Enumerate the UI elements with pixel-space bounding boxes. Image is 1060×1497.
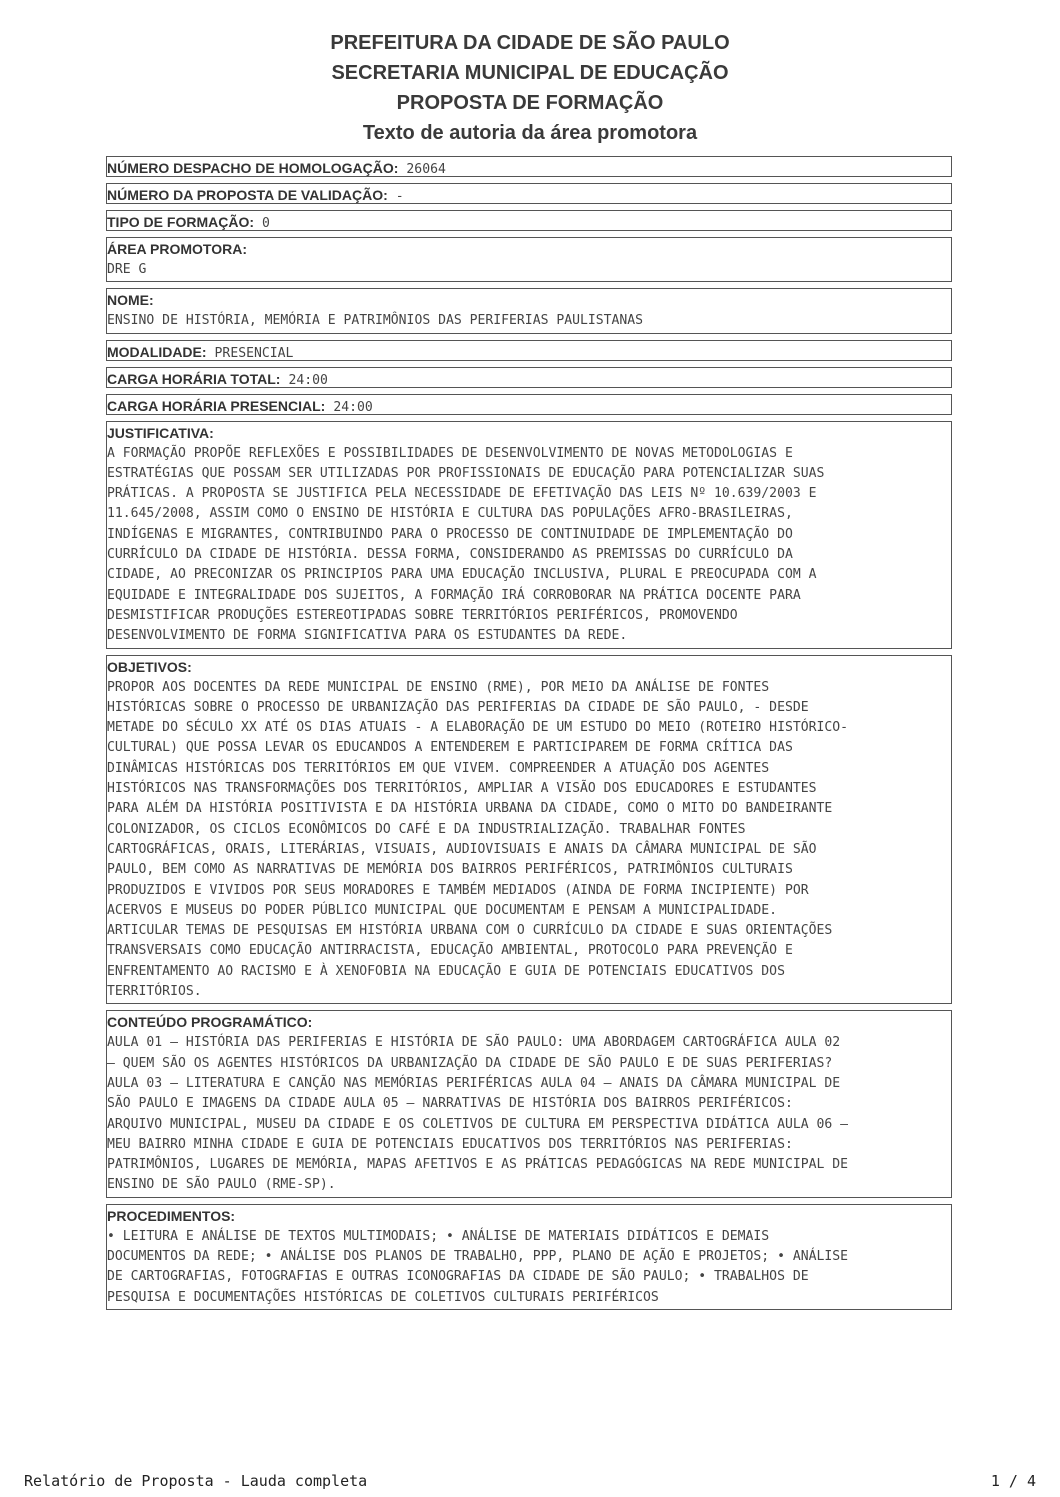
header-line-prefeitura: PREFEITURA DA CIDADE DE SÃO PAULO (330, 32, 730, 54)
header-line-secretaria: SECRETARIA MUNICIPAL DE EDUCAÇÃO (331, 62, 729, 84)
field-proposta-validacao (106, 183, 952, 204)
field-label: PROCEDIMENTOS: (107, 1207, 236, 1224)
field-value: 24:00 (333, 399, 373, 415)
field-procedimentos (106, 1204, 952, 1310)
field-modalidade (106, 340, 952, 361)
field-value: AULA 01 — HISTÓRIA DAS PERIFERIAS E HISTÓRIA DE SÃO PAULO: UMA ABORDAGEM CARTOGRÁFICA AULA 02 — QUEM SÃO OS AGENTES HISTÓRICOS DA URBANIZAÇÃO DA CIDADE DE SÃO PAULO E DE SUAS PERIFERIAS? AULA 03 — LITERATURA E CANÇÃO NAS MEMÓRIAS PERIFÉRICAS AULA 04 — ANAIS DA CÂMARA MUNICIPAL DE SÃO PAULO E IMAGENS DA CIDADE AULA 05 — NARRATIVAS DE HISTÓRIA DOS BAIRROS PERIFÉRICOS: ARQUIVO MUNICIPAL, MUSEU DA CIDADE E OS COLETIVOS DE CULTURA EM PERSPECTIVA DIDÁTICA AULA 06 — MEU BAIRRO MINHA CIDADE E GUIA DE POTENCIAIS EDUCATIVOS DOS TERRITÓRIOS NAS PERIFERIAS: PATRIMÔNIOS, LUGARES DE MEMÓRIA, MAPAS AFETIVOS E AS PRÁTICAS PEDAGÓGICAS NA REDE MUNICIPAL DE ENSINO DE SÃO PAULO (RME-SP). (107, 1035, 849, 1193)
field-label: CARGA HORÁRIA TOTAL: (107, 370, 281, 387)
field-area-promotora (106, 237, 952, 282)
field-label: MODALIDADE: (107, 343, 207, 360)
field-value: 26064 (406, 162, 446, 177)
field-value: PRESENCIAL (214, 345, 294, 361)
field-value: 24:00 (288, 372, 328, 388)
document-header (0, 28, 1060, 148)
field-label: NOME: (107, 292, 154, 309)
field-value: - (395, 189, 404, 204)
field-justificativa (106, 421, 952, 649)
field-carga-total (106, 367, 952, 388)
field-value: DRE G (107, 262, 147, 277)
field-label: OBJETIVOS: (107, 658, 192, 675)
footer-title: Relatório de Proposta - Lauda completa (24, 1472, 368, 1490)
field-label: ÁREA PROMOTORA: (107, 241, 247, 257)
header-line-proposta: PROPOSTA DE FORMAÇÃO (396, 92, 664, 114)
field-nome (106, 288, 952, 333)
proposal-sections (106, 156, 952, 1316)
field-value: 0 (262, 216, 270, 231)
field-label: CARGA HORÁRIA PRESENCIAL: (107, 397, 326, 414)
field-value: PROPOR AOS DOCENTES DA REDE MUNICIPAL DE ENSINO (RME), POR MEIO DA ANÁLISE DE FONTES HISTÓRICAS SOBRE O PROCESSO DE URBANIZAÇÃO DAS PERIFERIAS DA CIDADE DE SÃO PAULO, - DESDE METADE DO SÉCULO XX ATÉ OS DIAS ATUAIS - A ELABORAÇÃO DE UM ESTUDO DO MEIO (ROTEIRO HISTÓRICO- CULTURAL) QUE POSSA LEVAR OS EDUCANDOS A ENTENDEREM E PARTICIPAREM DE FORMA CRÍTICA DAS DINÂMICAS HISTÓRICAS DOS TERRITÓRIOS EM QUE VIVEM. COMPREENDER A ATUAÇÃO DOS AGENTES HISTÓRICOS NAS TRANSFORMAÇÕES DOS TERRITÓRIOS, AMPLIAR A VISÃO DOS EDUCADORES E ESTUDANTES PARA ALÉM DA HISTÓRIA POSITIVISTA E DA HISTÓRIA URBANA DA CIDADE, COMO O MITO DO BANDEIRANTE COLONIZADOR, OS CICLOS ECONÔMICOS DO CAFÉ E DA INDUSTRIALIZAÇÃO. TRABALHAR FONTES CARTOGRÁFICAS, ORAIS, LITERÁRIAS, VISUAIS, AUDIOVISUAIS E ANAIS DA CÂMARA MUNICIPAL DE SÃO PAULO, BEM COMO AS NARRATIVAS DE MEMÓRIA DOS BAIRROS PERIFÉRICOS, PATRIMÔNIOS CULTURAIS PRODUZIDOS E VIVIDOS POR SEUS MORADORES E TAMBÉM MEDIADOS (AINDA DE FORMA INCIPIENTE) POR ACERVOS E MUSEUS DO PODER PÚBLICO MUNICIPAL QUE DOCUMENTAM E PENSAM A MUNICIPALIDADE. ARTICULAR TEMAS DE PESQUISAS EM HISTÓRIA URBANA COM O CURRÍCULO DA CIDADE E SUAS ORIENTAÇÕES TRANSVERSAIS COMO EDUCAÇÃO ANTIRRACISTA, EDUCAÇÃO AMBIENTAL, PROTOCOLO PARA PREVENÇÃO E ENFRENTAMENTO AO RACISMO E À XENOFOBIA NA EDUCAÇÃO E GUIA DE POTENCIAIS EDUCATIVOS DOS TERRITÓRIOS. (107, 679, 849, 1000)
field-label: CONTEÚDO PROGRAMÁTICO: (107, 1014, 313, 1031)
field-despacho (106, 156, 952, 177)
field-label: NÚMERO DESPACHO DE HOMOLOGAÇÃO: (107, 160, 399, 176)
field-conteudo-programatico (106, 1010, 952, 1197)
field-value: A FORMAÇÃO PROPÕE REFLEXÕES E POSSIBILIDADES DE DESENVOLVIMENTO DE NOVAS METODOLOGIAS E ESTRATÉGIAS QUE POSSAM SER UTILIZADAS POR PROFISSIONAIS DE EDUCAÇÃO PARA POTENCIALIZAR SUAS PRÁTICAS. A PROPOSTA SE JUSTIFICA PELA NECESSIDADE DE EFETIVAÇÃO DAS LEIS Nº 10.639/2003 E 11.645/2008, ASSIM COMO O ENSINO DE HISTÓRIA E CULTURA DAS POPULAÇÕES AFRO-BRASILEIRAS, INDÍGENAS E MIGRANTES, CONTRIBUINDO PARA O PROCESSO DE CONTINUIDADE DE IMPLEMENTAÇÃO DO CURRÍCULO DA CIDADE DE HISTÓRIA. DESSA FORMA, CONSIDERANDO AS PREMISSAS DO CURRÍCULO DA CIDADE, AO PRECONIZAR OS PRINCIPIOS PARA UMA EDUCAÇÃO INCLUSIVA, PLURAL E PREOCUPADA COM A EQUIDADE E INTEGRALIDADE DOS SUJEITOS, A FORMAÇÃO IRÁ CORROBORAR NA PRÁTICA DOCENTE PARA DESMISTIFICAR PRODUÇÕES ESTEREOTIPADAS SOBRE TERRITÓRIOS PERIFÉRICOS, PROMOVENDO DESENVOLVIMENTO DE FORMA SIGNIFICATIVA PARA OS ESTUDANTES DA REDE. (107, 445, 825, 644)
page-footer (24, 1472, 1036, 1490)
header-line-autoria: Texto de autoria da área promotora (362, 122, 698, 144)
field-tipo-formacao (106, 210, 952, 231)
field-label: TIPO DE FORMAÇÃO: (107, 214, 254, 230)
field-label: JUSTIFICATIVA: (107, 424, 214, 441)
page-number: 1 / 4 (990, 1472, 1036, 1490)
field-label: NÚMERO DA PROPOSTA DE VALIDAÇÃO: (107, 187, 388, 203)
field-value: ENSINO DE HISTÓRIA, MEMÓRIA E PATRIMÔNIOS DAS PERIFERIAS PAULISTANAS (107, 313, 644, 329)
field-objetivos (106, 655, 952, 1005)
field-value: • LEITURA E ANÁLISE DE TEXTOS MULTIMODAIS; • ANÁLISE DE MATERIAIS DIDÁTICOS E DEMAIS DOCUMENTOS DA REDE; • ANÁLISE DOS PLANOS DE TRABALHO, PPP, PLANO DE AÇÃO E PROJETOS; • ANÁLISE DE CARTOGRAFIAS, FOTOGRAFIAS E OUTRAS ICONOGRAFIAS DA CIDADE DE SÃO PAULO; • TRABALHOS DE PESQUISA E DOCUMENTAÇÕES HISTÓRICAS DE COLETIVOS CULTURAIS PERIFÉRICOS (107, 1228, 849, 1305)
field-carga-presencial (106, 394, 952, 415)
